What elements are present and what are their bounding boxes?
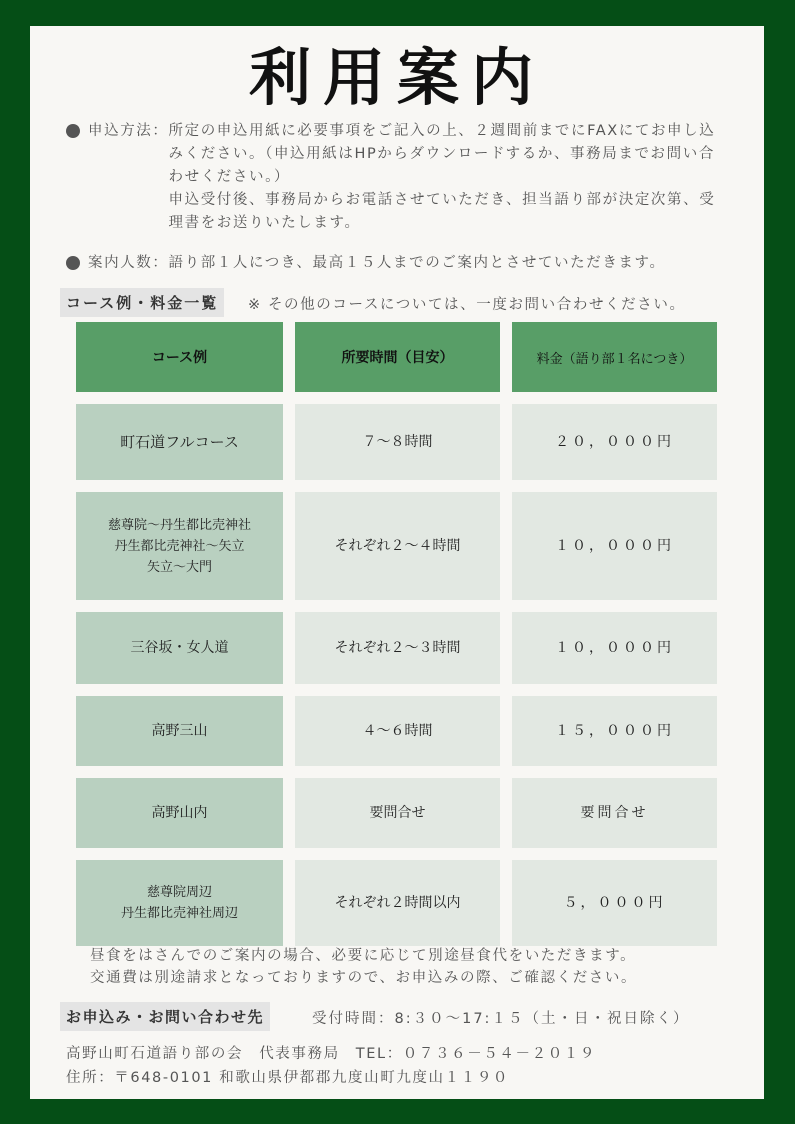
course-name: 高野山内	[76, 778, 283, 848]
guide-sheet	[30, 26, 764, 1099]
course-duration: 要問合せ	[295, 778, 500, 848]
table-row	[76, 778, 717, 848]
bullet-icon	[66, 124, 80, 138]
course-fee-table	[64, 310, 729, 958]
course-fee: １０，０００円	[512, 612, 717, 684]
course-duration: それぞれ２～４時間	[295, 492, 500, 600]
application-text-2: 申込受付後、事務局からお電話させていただき、担当語り部が決定次第、受理書をお送りいたします。	[168, 192, 716, 231]
course-fee: ２０，０００円	[512, 404, 717, 480]
course-duration: それぞれ２時間以内	[295, 860, 500, 946]
guest-count-label: 案内人数：	[88, 255, 169, 271]
contact-details	[66, 1042, 596, 1090]
application-method	[66, 120, 717, 235]
course-fee: １０，０００円	[512, 492, 717, 600]
application-text-1: 所定の申込用紙に必要事項をご記入の上、２週間前までにFAXにてお申し込みください。（申込用紙はHPからダウンロードするか、事務局までお問い合わせください。）	[168, 123, 716, 185]
course-duration: それぞれ２～３時間	[295, 612, 500, 684]
course-duration: ４～６時間	[295, 696, 500, 766]
header-course: コース例	[76, 322, 283, 392]
bullet-icon	[66, 256, 80, 270]
footnotes	[90, 945, 637, 989]
reception-hours: 受付時間：8:３０～17:１５（土・日・祝日除く）	[312, 1011, 690, 1027]
footnote-transport: 交通費は別途請求となっておりますので、お申込みの際、ご確認ください。	[90, 970, 638, 986]
table-row	[76, 696, 717, 766]
course-section-tag: コース例・料金一覧	[60, 288, 224, 317]
course-name: 慈尊院周辺 丹生都比売神社周辺	[76, 860, 283, 946]
course-note: ※ その他のコースについては、一度お問い合わせください。	[248, 297, 686, 313]
guest-count-text: 語り部１人につき、最高１５人までのご案内とさせていただきます。	[168, 255, 666, 271]
table-header-row	[76, 322, 717, 392]
course-name: 三谷坂・女人道	[76, 612, 283, 684]
table-row	[76, 492, 717, 600]
application-label: 申込方法：	[88, 123, 169, 139]
contact-section-tag: お申込み・お問い合わせ先	[60, 1002, 270, 1031]
page-title: 利用案内	[248, 41, 545, 114]
course-fee: ５，０００円	[512, 860, 717, 946]
course-duration: ７～８時間	[295, 404, 500, 480]
footnote-lunch: 昼食をはさんでのご案内の場合、必要に応じて別途昼食代をいただきます。	[90, 948, 637, 964]
table-row	[76, 612, 717, 684]
table-row	[76, 860, 717, 946]
office-phone: 高野山町石道語り部の会 代表事務局 TEL：０７３６－５４－２０１９	[66, 1046, 596, 1062]
application-body	[169, 120, 717, 235]
course-fee: １５，０００円	[512, 696, 717, 766]
table-row	[76, 404, 717, 480]
header-fee: 料金（語り部１名につき）	[512, 322, 717, 392]
course-name: 町石道フルコース	[76, 404, 283, 480]
office-address: 住所：〒648-0101 和歌山県伊都郡九度山町九度山１１９０	[66, 1070, 510, 1086]
header-duration: 所要時間（目安）	[295, 322, 500, 392]
guest-count	[66, 252, 666, 275]
course-name: 慈尊院～丹生都比売神社 丹生都比売神社～矢立 矢立～大門	[76, 492, 283, 600]
course-name: 高野三山	[76, 696, 283, 766]
course-fee: 要問合せ	[512, 778, 717, 848]
